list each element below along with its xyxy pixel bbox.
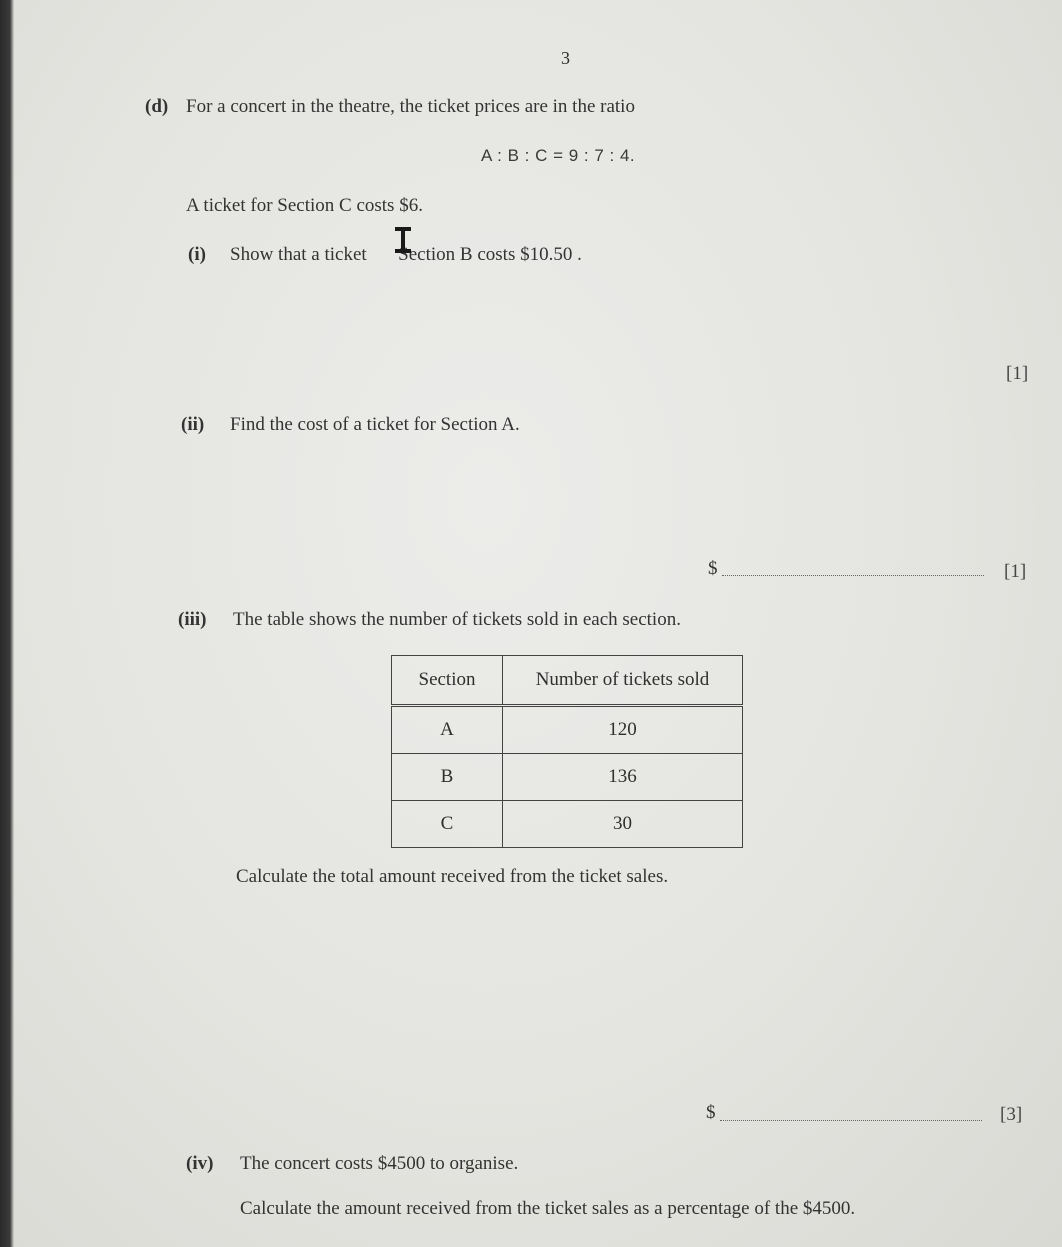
part-i-text-before: Show that a ticket bbox=[230, 244, 372, 265]
part-i-label: (i) bbox=[188, 244, 206, 265]
exam-page bbox=[14, 0, 1062, 1247]
part-d-given: A ticket for Section C costs $6. bbox=[186, 195, 423, 216]
table-header-section: Section bbox=[392, 656, 503, 706]
table-cell-tickets: 136 bbox=[503, 754, 743, 801]
part-ii-answer-prefix: $ bbox=[708, 558, 718, 579]
part-iii-text: The table shows the number of tickets sold in each section. bbox=[233, 609, 681, 630]
text-cursor-icon bbox=[392, 227, 414, 253]
ratio-expression: A : B : C = 9 : 7 : 4. bbox=[481, 146, 636, 165]
table-cell-section: A bbox=[392, 706, 503, 754]
part-i-text-after: Section B costs $10.50 . bbox=[393, 244, 582, 265]
part-ii-marks: [1] bbox=[1004, 561, 1027, 582]
part-ii-answer-line[interactable] bbox=[722, 575, 984, 576]
part-iv-label: (iv) bbox=[186, 1153, 214, 1174]
part-iii-label: (iii) bbox=[178, 609, 207, 630]
table-cell-tickets: 120 bbox=[503, 706, 743, 754]
part-ii-label: (ii) bbox=[181, 414, 205, 435]
part-ii-question: Find the cost of a ticket for Section A. bbox=[230, 414, 520, 435]
table-cell-section: B bbox=[392, 754, 503, 801]
page-number: 3 bbox=[561, 48, 570, 68]
table-header-row bbox=[392, 656, 743, 706]
part-i-marks: [1] bbox=[1006, 363, 1029, 384]
part-iii-answer-prefix: $ bbox=[706, 1102, 716, 1123]
part-d-intro: For a concert in the theatre, the ticket prices are in the ratio bbox=[186, 96, 635, 117]
table-header-tickets: Number of tickets sold bbox=[503, 656, 743, 706]
table-row bbox=[392, 754, 743, 801]
part-iv-text: The concert costs $4500 to organise. bbox=[240, 1153, 519, 1174]
part-iv-question: Calculate the amount received from the ticket sales as a percentage of the $4500. bbox=[240, 1198, 856, 1219]
table-row bbox=[392, 801, 743, 848]
part-iii-question: Calculate the total amount received from the ticket sales. bbox=[236, 866, 669, 887]
part-iii-answer-line[interactable] bbox=[720, 1120, 982, 1121]
part-iii-marks: [3] bbox=[1000, 1104, 1023, 1125]
table-cell-section: C bbox=[392, 801, 503, 848]
table-row bbox=[392, 706, 743, 754]
part-d-label: (d) bbox=[145, 96, 169, 117]
table-cell-tickets: 30 bbox=[503, 801, 743, 848]
tickets-table bbox=[391, 655, 743, 848]
